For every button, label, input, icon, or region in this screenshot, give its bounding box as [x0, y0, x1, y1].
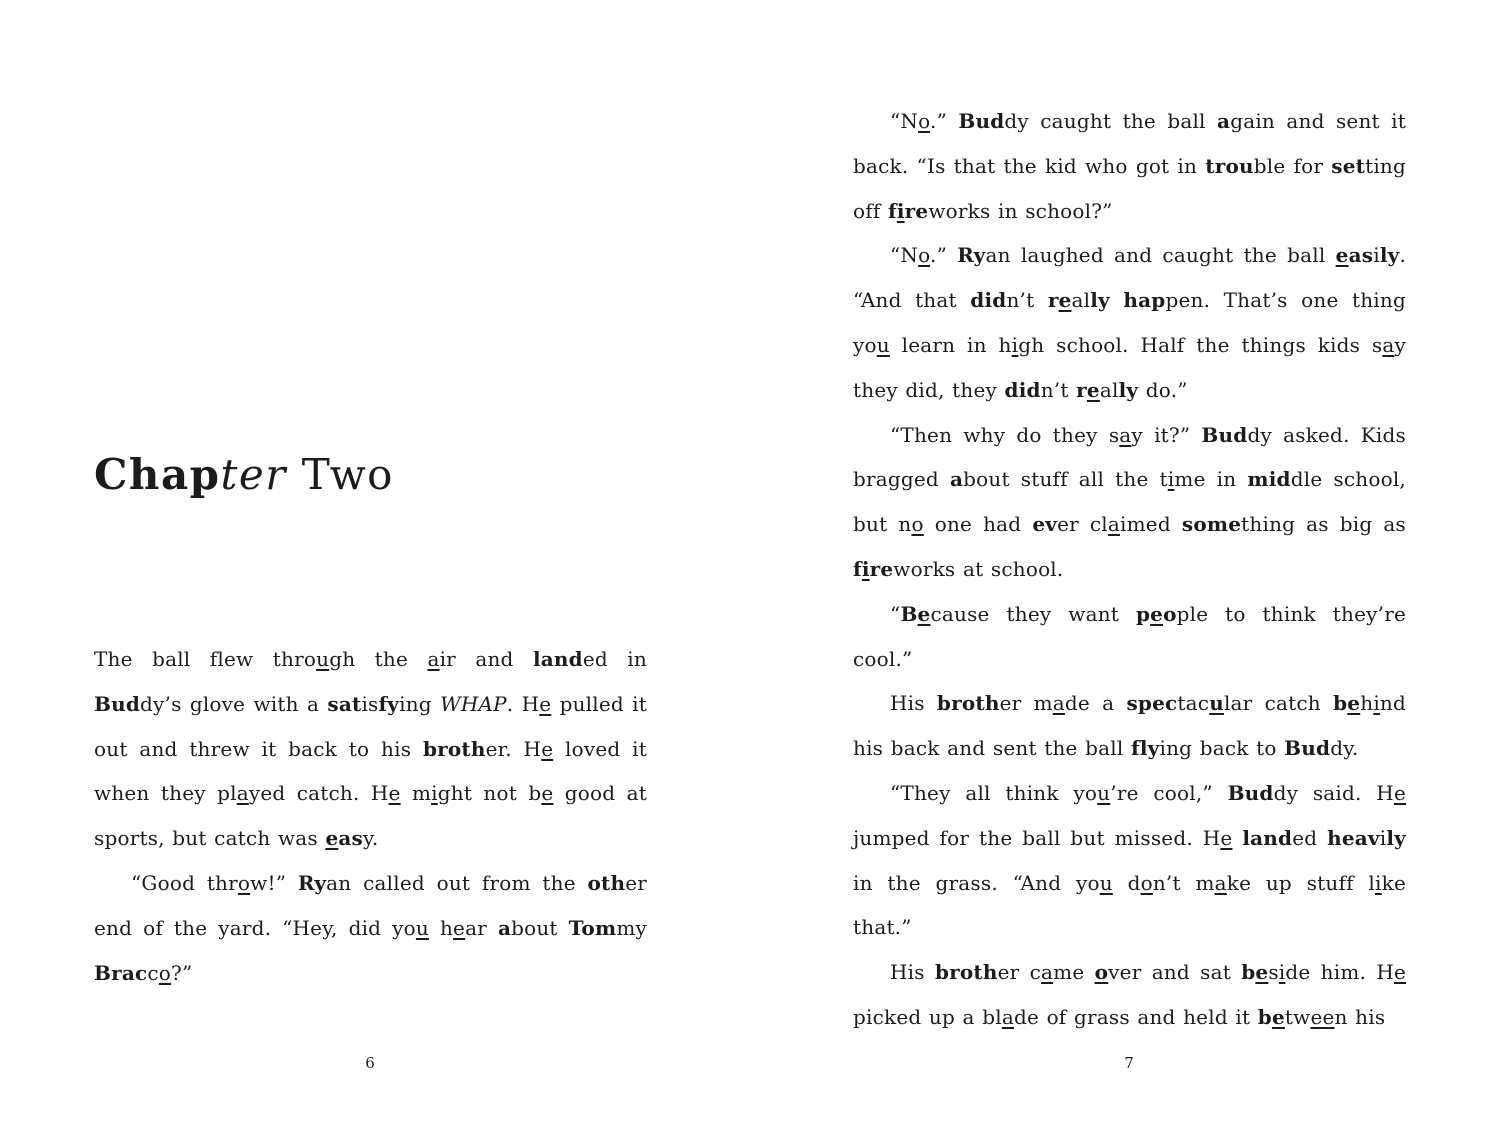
text-run: “N: [890, 243, 919, 268]
text-run: land: [1242, 825, 1293, 850]
text-run: a: [1107, 512, 1121, 537]
text-run: dy caught the ball: [1004, 109, 1218, 133]
text-run: heav: [1327, 825, 1380, 850]
text-run: ght not b: [437, 781, 542, 806]
text-run: some: [1181, 512, 1242, 537]
text-run: b: [1333, 691, 1348, 716]
text-run: e: [1058, 288, 1072, 313]
text-run: y.: [363, 826, 379, 851]
text-run: re: [904, 198, 929, 223]
text-run: a: [1041, 960, 1054, 985]
text-run: i: [861, 556, 870, 581]
right-page-body: [853, 99, 1406, 1040]
text-run: yed catch. H: [248, 781, 389, 806]
text-run: s: [1268, 960, 1279, 985]
text-run: ?”: [171, 960, 193, 985]
text-run: o: [158, 960, 172, 985]
text-run: His: [890, 691, 937, 716]
text-run: pulled it out and threw it back to his: [94, 691, 647, 761]
text-run: a: [236, 781, 249, 806]
text-run: ing: [399, 691, 441, 716]
text-run: r: [1076, 377, 1087, 402]
text-run: Bud: [958, 109, 1005, 133]
text-run: a: [1001, 1004, 1014, 1029]
text-run: sat: [327, 691, 362, 716]
paragraph: [853, 950, 1406, 1040]
text-run: ev: [1032, 512, 1058, 537]
text-run: did: [1004, 377, 1041, 402]
text-run: n’t: [1006, 288, 1048, 313]
text-run: f: [853, 556, 862, 581]
paragraph: [853, 233, 1406, 412]
chapter-title-rest: Two: [286, 450, 394, 499]
text-run: WHAP: [440, 691, 507, 716]
text-run: e: [917, 601, 931, 626]
text-run: nd his back and sent the ball: [853, 691, 1407, 761]
text-run: me: [1053, 960, 1095, 985]
text-run: a: [1119, 422, 1132, 447]
paragraph: [853, 771, 1406, 950]
text-run: o: [911, 512, 924, 537]
text-run: ke that.”: [853, 870, 1406, 940]
text-run: e: [1393, 780, 1406, 805]
text-run: ly: [1090, 288, 1110, 313]
text-run: ir and: [439, 647, 533, 671]
text-run: thing as big as: [1241, 512, 1406, 537]
text-run: “Then why do they s: [890, 422, 1120, 447]
text-run: e: [1335, 243, 1349, 268]
text-run: ple to think they’re cool.”: [853, 601, 1406, 671]
text-run: e: [325, 826, 339, 851]
text-run: Ry: [957, 243, 986, 268]
text-run: e: [388, 781, 401, 806]
text-run: i: [1167, 467, 1175, 492]
text-run: u: [415, 915, 429, 940]
text-run: w!”: [250, 870, 298, 895]
text-run: de of grass and held it: [1013, 1004, 1258, 1029]
text-run: Tom: [568, 915, 617, 940]
text-run: fly: [1131, 736, 1160, 761]
text-run: jumped for the ball but missed. H: [853, 825, 1221, 850]
text-run: u: [876, 332, 890, 357]
text-run: His: [890, 960, 935, 985]
text-run: a: [1214, 870, 1227, 895]
text-run: e: [1255, 960, 1269, 985]
text-run: de him. H: [1285, 960, 1394, 985]
text-run: i: [896, 198, 905, 223]
text-run: ble for: [1253, 153, 1332, 178]
text-run: as: [1348, 243, 1374, 268]
chapter-title-italic: ter: [220, 450, 287, 499]
text-run: ly: [1379, 243, 1400, 268]
text-run: al: [1099, 377, 1119, 402]
text-run: my: [616, 915, 648, 940]
text-run: tw: [1284, 1004, 1311, 1029]
text-run: [1232, 826, 1242, 850]
text-run: .”: [930, 109, 959, 133]
text-run: a: [1382, 332, 1395, 357]
page-number: 7: [1124, 1054, 1134, 1072]
text-run: hap: [1123, 288, 1166, 313]
text-run: d: [1112, 870, 1141, 895]
text-run: e: [453, 915, 466, 940]
text-run: h: [428, 915, 454, 940]
text-run: lar catch: [1223, 691, 1334, 716]
text-run: e: [541, 736, 554, 761]
text-run: did: [970, 288, 1007, 313]
text-run: dy.: [1330, 736, 1359, 761]
text-run: me in: [1174, 467, 1248, 492]
text-run: b: [1241, 960, 1256, 985]
text-run: imed: [1120, 512, 1182, 537]
text-run: a: [427, 647, 440, 671]
text-run: r: [1047, 288, 1059, 313]
text-run: do.”: [1138, 377, 1188, 402]
text-run: p: [1135, 601, 1151, 626]
text-run: er cl: [1057, 512, 1108, 537]
text-run: learn in h: [889, 332, 1012, 357]
text-run: broth: [422, 736, 486, 761]
text-run: . “And that: [853, 243, 1406, 313]
text-run: u: [1097, 780, 1111, 805]
text-run: oth: [587, 870, 626, 895]
text-run: ing back to: [1159, 736, 1285, 761]
text-run: ly: [1118, 377, 1139, 402]
text-run: dy’s glove with a: [140, 691, 328, 716]
text-run: one had: [923, 512, 1033, 537]
text-run: ed: [1292, 825, 1328, 850]
text-run: u: [1099, 870, 1113, 895]
text-run: ke up stuff l: [1226, 870, 1376, 895]
text-run: Brac: [94, 960, 148, 985]
chapter-title-bold: Chap: [94, 450, 221, 499]
text-run: Bud: [94, 691, 141, 716]
text-run: works in school?”: [928, 198, 1113, 223]
text-run: i: [1373, 691, 1380, 716]
text-run: works at school.: [893, 556, 1064, 581]
text-run: e: [539, 691, 552, 716]
text-run: fy: [378, 691, 400, 716]
text-run: u: [1209, 691, 1224, 716]
text-run: er m: [999, 691, 1053, 716]
text-run: er end of the yard. “Hey, did yo: [94, 870, 647, 940]
text-run: gh school. Half the things kids s: [1018, 332, 1383, 357]
text-run: b: [1257, 1004, 1272, 1029]
text-run: e: [1220, 825, 1233, 850]
text-run: i: [1011, 332, 1019, 357]
text-run: y it?”: [1131, 422, 1202, 447]
text-run: tac: [1177, 691, 1210, 716]
text-run: [1110, 288, 1124, 312]
text-run: i: [1373, 243, 1380, 268]
text-run: .”: [930, 243, 958, 268]
text-run: . H: [506, 691, 540, 716]
text-run: er c: [997, 960, 1042, 985]
text-run: mid: [1247, 467, 1291, 492]
text-run: er. H: [485, 736, 542, 761]
text-run: Bud: [1227, 780, 1274, 805]
text-run: land: [532, 647, 583, 671]
text-run: dy asked. Kids bragged: [853, 422, 1406, 492]
text-run: i: [1379, 825, 1387, 850]
text-run: Bud: [1201, 422, 1248, 447]
text-run: ’re cool,”: [1110, 780, 1228, 805]
text-run: “Good thr: [131, 870, 238, 895]
text-run: ver and sat: [1108, 960, 1242, 985]
text-run: a: [949, 467, 964, 492]
text-run: “N: [890, 109, 919, 133]
text-run: o: [918, 243, 931, 268]
text-run: a: [1217, 109, 1231, 133]
text-run: f: [888, 198, 897, 223]
text-run: dy said. H: [1273, 780, 1394, 805]
text-run: broth: [936, 691, 1000, 716]
text-run: n his: [1334, 1004, 1386, 1029]
text-run: spec: [1126, 691, 1178, 716]
text-run: i: [1278, 960, 1286, 985]
chapter-title: [94, 450, 394, 500]
text-run: u: [316, 647, 330, 671]
text-run: o: [237, 870, 251, 895]
text-run: an laughed and caught the ball: [985, 243, 1336, 268]
left-page-body: [94, 637, 647, 995]
text-run: pen. That’s one thing yo: [853, 288, 1406, 357]
text-run: an called out from the: [326, 870, 588, 895]
text-run: e: [1393, 960, 1407, 985]
text-run: ting off: [853, 153, 1407, 223]
text-run: in the grass. “And yo: [853, 870, 1100, 895]
text-run: “: [890, 601, 901, 626]
page-number: 6: [365, 1054, 375, 1072]
text-run: ar: [465, 915, 498, 940]
right-page: [750, 0, 1500, 1125]
text-run: m: [400, 781, 432, 806]
text-run: c: [147, 960, 159, 985]
text-run: B: [900, 601, 918, 626]
text-run: e: [1086, 377, 1100, 402]
text-run: e: [541, 781, 554, 806]
text-run: ed in: [582, 647, 647, 671]
text-run: dle school, but n: [853, 467, 1406, 537]
paragraph: [94, 861, 647, 995]
text-run: o: [1094, 960, 1109, 985]
text-run: bout: [511, 915, 569, 940]
text-run: picked up a bl: [853, 1004, 1002, 1029]
text-run: y they did, they: [853, 332, 1406, 402]
text-run: de a: [1064, 691, 1127, 716]
paragraph: [94, 637, 647, 861]
text-run: cause they want: [930, 601, 1136, 626]
text-run: is: [361, 691, 379, 716]
paragraph: [853, 99, 1406, 233]
text-run: al: [1071, 288, 1091, 313]
text-run: n’t: [1040, 377, 1077, 402]
text-run: a: [497, 915, 512, 940]
text-run: i: [431, 781, 438, 806]
text-run: “They all think yo: [890, 780, 1098, 805]
text-run: e: [1347, 691, 1361, 716]
text-run: e: [1150, 601, 1164, 626]
text-run: o: [1163, 601, 1177, 626]
text-run: gh the: [329, 647, 428, 671]
text-run: o: [1140, 870, 1153, 895]
paragraph: [853, 592, 1406, 682]
text-run: ly: [1386, 825, 1406, 850]
text-run: a: [1052, 691, 1065, 716]
text-run: Ry: [297, 870, 327, 895]
text-run: e: [1271, 1004, 1285, 1029]
text-run: Bud: [1284, 736, 1331, 761]
text-run: set: [1331, 153, 1366, 178]
text-run: loved it when they pl: [94, 736, 648, 806]
text-run: i: [1375, 870, 1382, 895]
text-run: re: [869, 556, 894, 581]
text-run: as: [338, 826, 363, 851]
text-run: bout stuff all the t: [963, 467, 1168, 492]
text-run: The ball flew thro: [94, 647, 317, 671]
text-run: good at sports, but catch was: [94, 781, 647, 851]
text-run: n’t m: [1152, 870, 1215, 895]
text-run: gain and sent it back. “Is that the kid who got in: [853, 109, 1406, 178]
text-run: h: [1360, 691, 1374, 716]
paragraph: [853, 681, 1406, 771]
text-run: trou: [1205, 153, 1254, 178]
paragraph: [853, 413, 1406, 592]
text-run: ee: [1310, 1004, 1335, 1029]
text-run: broth: [934, 960, 998, 985]
text-run: o: [918, 109, 931, 133]
